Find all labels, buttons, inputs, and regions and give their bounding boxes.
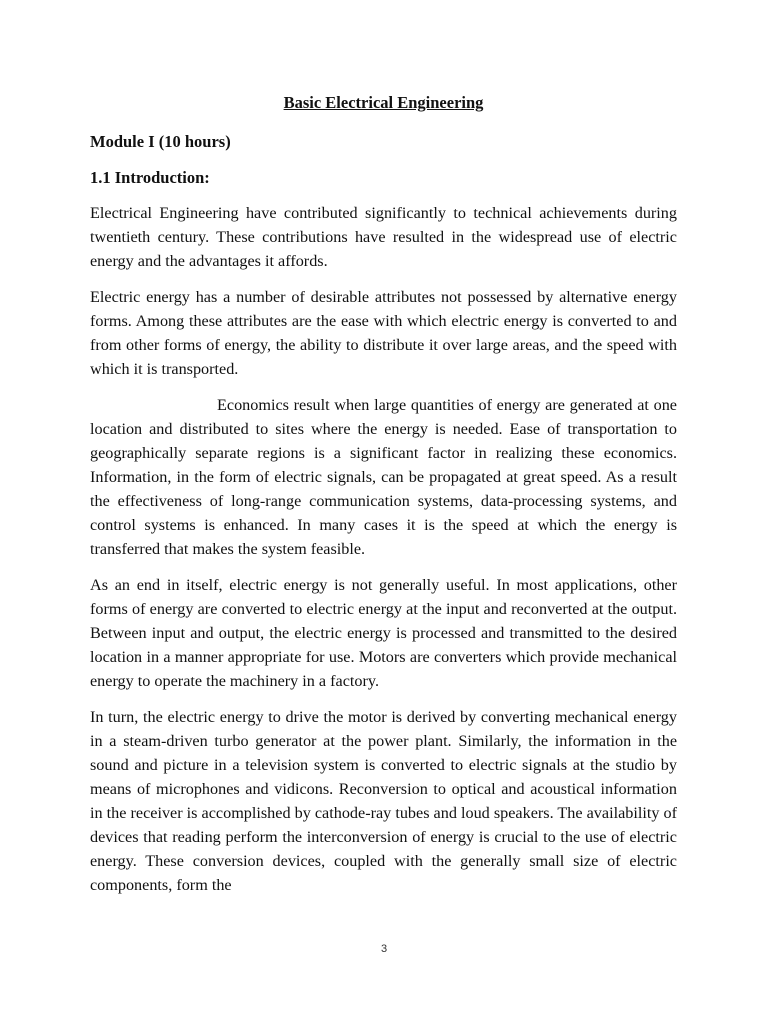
module-heading: Module I (10 hours) bbox=[90, 132, 231, 151]
document-title: Basic Electrical Engineering bbox=[283, 93, 484, 112]
section-heading: 1.1 Introduction: bbox=[90, 168, 210, 187]
paragraph-1: Electrical Engineering have contributed significantly to technical achievements during twentieth century. These contributions have resulted in the widespread use of electric energy and the advantages it affords. bbox=[90, 204, 677, 270]
paragraph-4: As an end in itself, electric energy is not generally useful. In most applications, other forms of energy are converted to electric energy at the input and reconverted at the output. Between input and output, the electric energy is processed and transmitted to the desired location in a manner appropriate for use. Motors are converters which provide mechanical energy to operate the machinery in a factory. bbox=[90, 576, 677, 690]
page-content bbox=[90, 90, 677, 909]
paragraph-3: Economics result when large quantities of energy are generated at one location and distributed to sites where the energy is needed. Ease of transportation to geographically separate regions is a significant factor in realizing these economics. Information, in the form of electric signals, can be propagated at great speed. As a result the effectiveness of long-range communication systems, data-processing systems, and control systems is enhanced. In many cases it is the speed at which the energy is transferred that makes the system feasible. bbox=[90, 396, 677, 558]
page-number: 3 bbox=[380, 943, 388, 955]
paragraph-2: Electric energy has a number of desirable attributes not possessed by alternative energy forms. Among these attributes are the ease with which electric energy is converted to and from other forms of energy, the ability to distribute it over large areas, and the speed with which it is transported. bbox=[90, 288, 677, 378]
paragraph-5: In turn, the electric energy to drive the motor is derived by converting mechanical energy in a steam-driven turbo generator at the power plant. Similarly, the information in the sound and picture in a television system is converted to electric signals at the studio by means of microphones and vidicons. Reconversion to optical and acoustical information in the receiver is accomplished by cathode-ray tubes and loud speakers. The availability of devices that reading perform the interconversion of energy is crucial to the use of electric energy. These conversion devices, coupled with the generally small size of electric components, form the bbox=[90, 708, 677, 894]
